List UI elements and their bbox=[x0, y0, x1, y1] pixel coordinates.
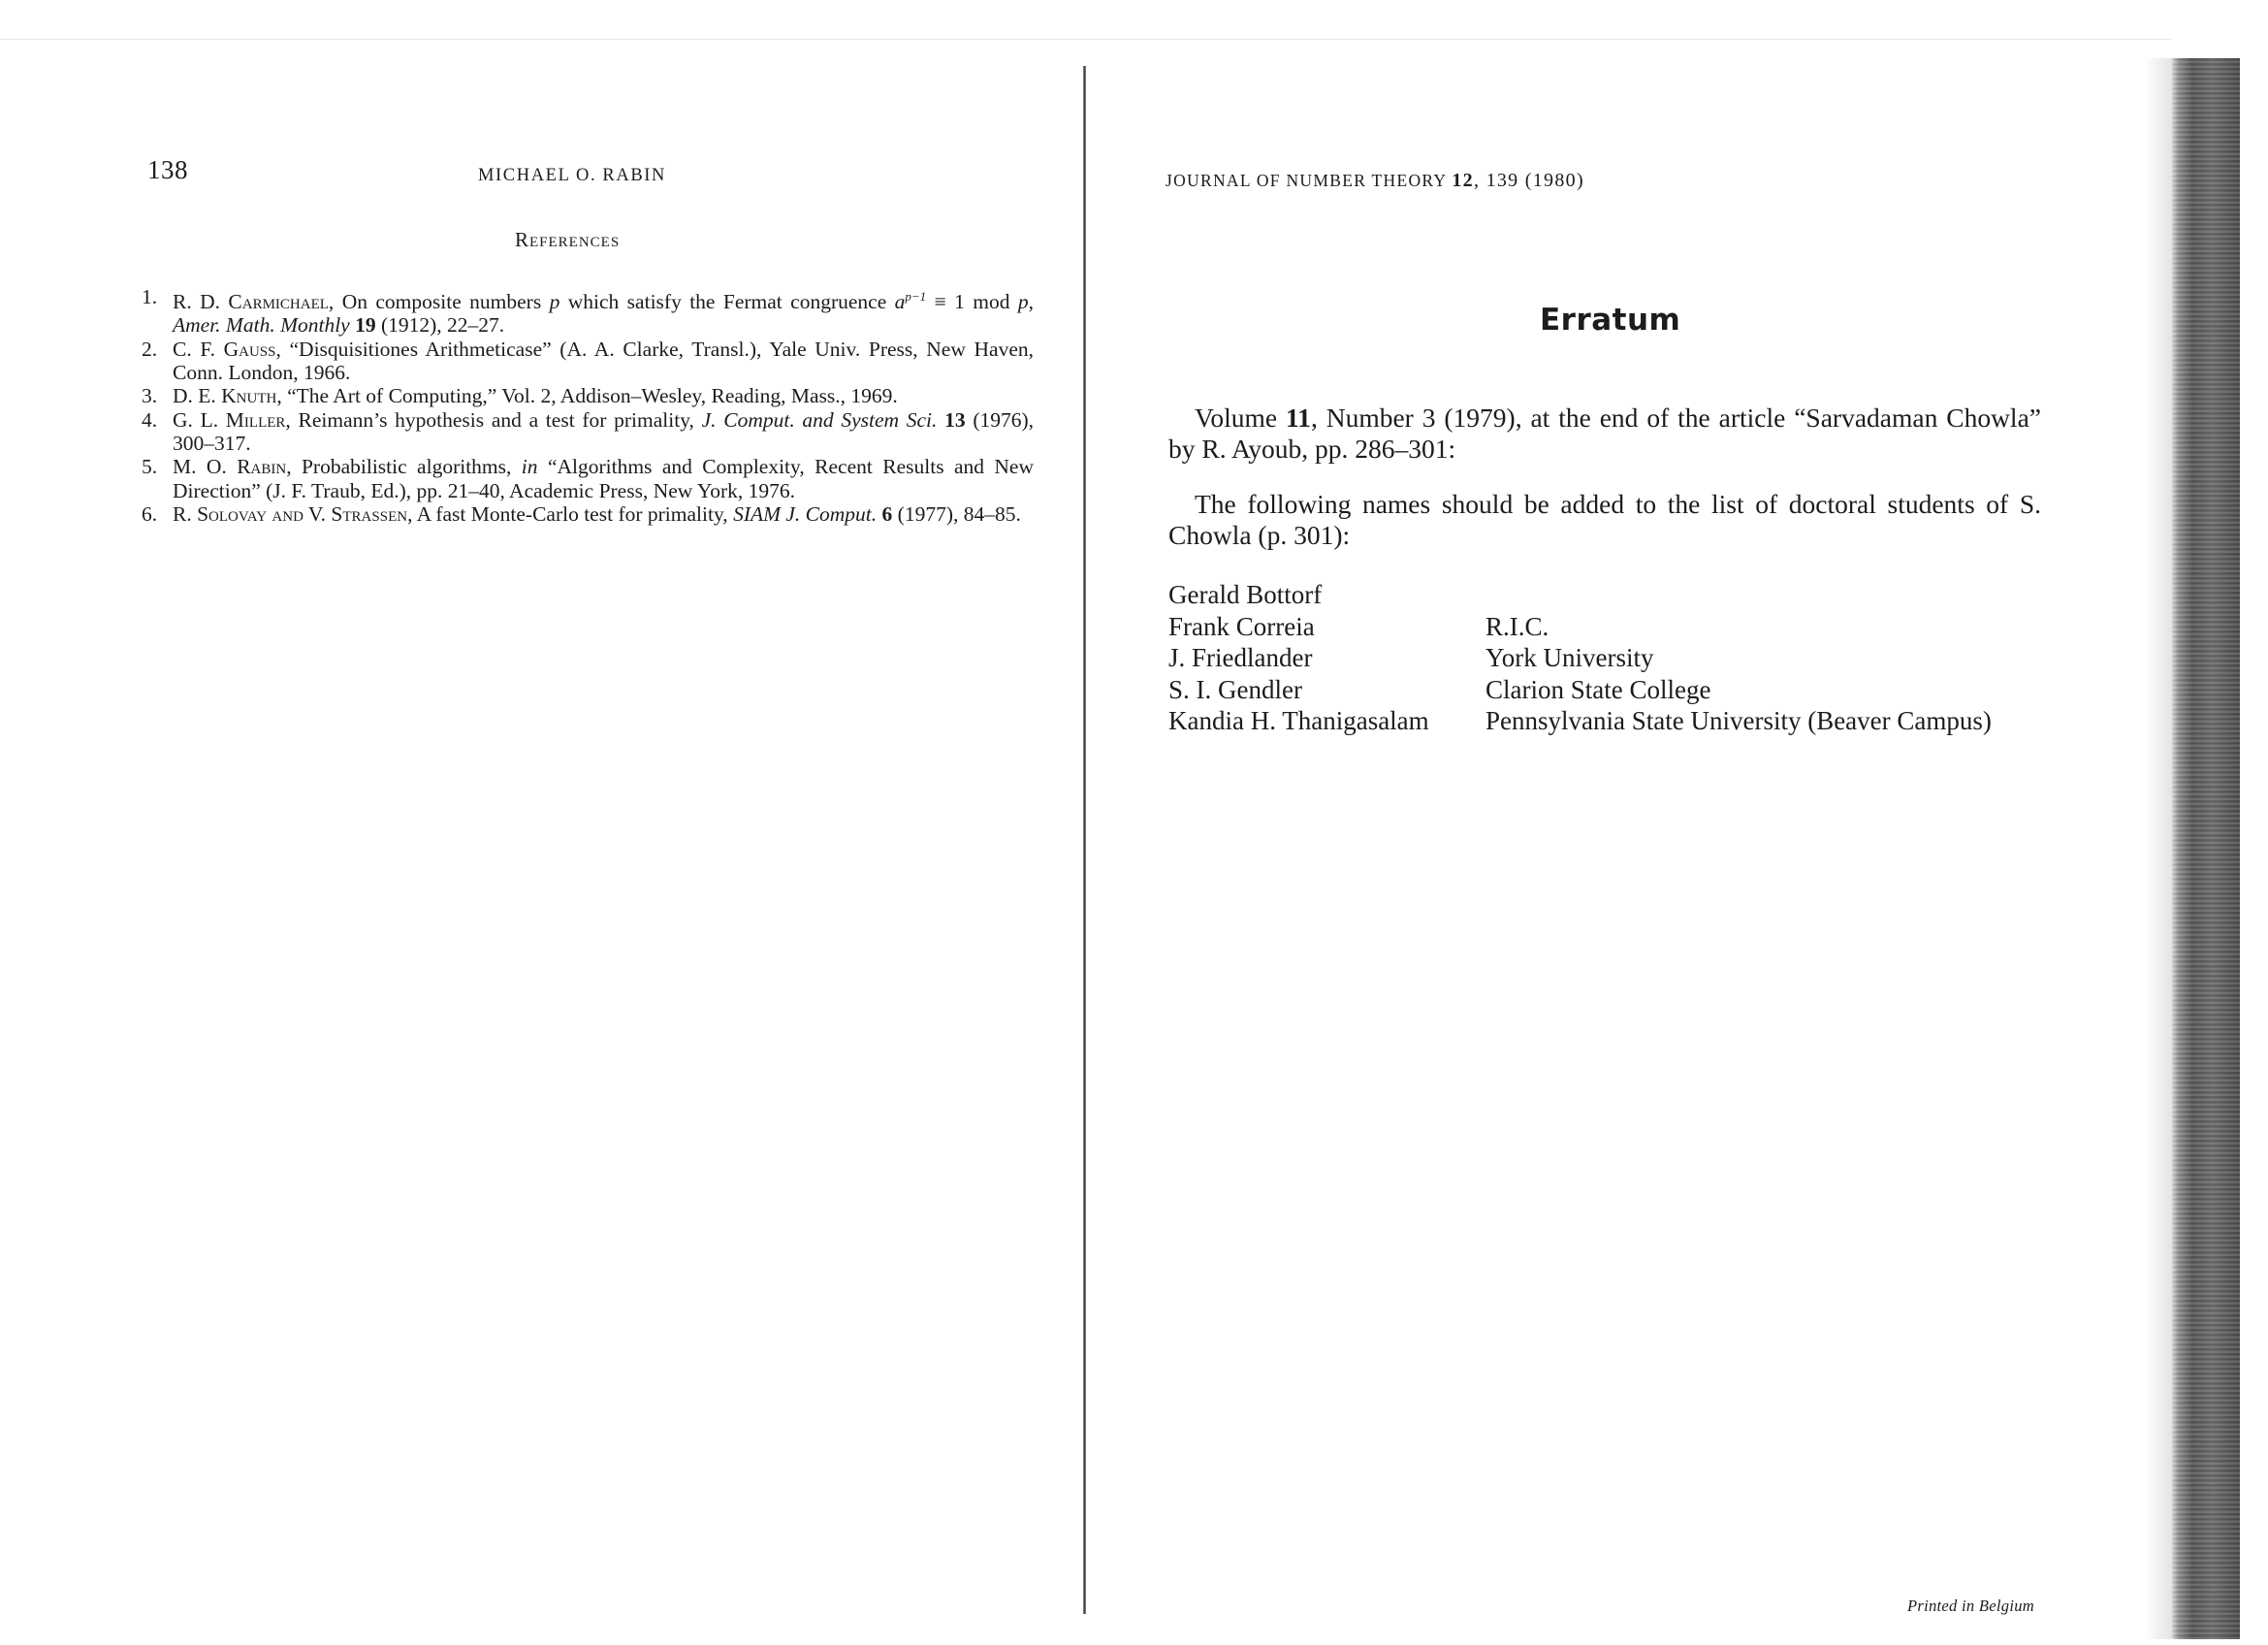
reference-volume: 13 bbox=[944, 407, 966, 432]
student-row bbox=[1168, 642, 1992, 674]
student-list bbox=[1168, 579, 1992, 737]
student-institution: York University bbox=[1485, 643, 1654, 672]
reference-math: p bbox=[549, 290, 560, 314]
printer-note: Printed in Belgium bbox=[1907, 1597, 2034, 1615]
reference-author: M. O. Rabin bbox=[173, 455, 287, 479]
reference-author: G. L. Miller bbox=[173, 407, 286, 432]
reference-volume: 6 bbox=[881, 501, 893, 526]
reference-number: 3. bbox=[142, 384, 158, 408]
book-spine-divider bbox=[1083, 66, 1086, 1614]
reference-author: R. D. Carmichael bbox=[173, 290, 329, 314]
journal-name: JOURNAL OF NUMBER THEORY bbox=[1166, 171, 1447, 190]
scan-edge bbox=[2172, 58, 2240, 1639]
journal-header bbox=[1166, 170, 1584, 192]
reference-item bbox=[142, 285, 1034, 338]
reference-number: 2. bbox=[142, 337, 158, 361]
reference-number: 5. bbox=[142, 455, 158, 479]
reference-author: C. F. Gauss bbox=[173, 337, 276, 361]
reference-number: 4. bbox=[142, 407, 158, 432]
left-page bbox=[0, 0, 1084, 1645]
page-number: 138 bbox=[147, 155, 188, 184]
reference-text: (1976), 300–317. bbox=[173, 407, 1035, 455]
reference-text: (1912), 22–27. bbox=[375, 313, 505, 338]
right-page bbox=[1088, 0, 2150, 1645]
student-name: J. Friedlander bbox=[1168, 643, 1313, 672]
student-row bbox=[1168, 705, 1992, 737]
reference-italic-in: in bbox=[521, 455, 538, 479]
reference-text: , “Disquisitiones Arithmeticase” (A. A. Clarke, Transl.), Yale Univ. Press, New Haven, Conn. London, 1966. bbox=[173, 337, 1034, 385]
reference-text: , Probabilistic algorithms, bbox=[286, 455, 522, 479]
reference-formula-exponent: p−1 bbox=[905, 289, 927, 304]
reference-author: D. E. Knuth bbox=[173, 384, 277, 408]
journal-volume: 12 bbox=[1452, 170, 1474, 191]
reference-journal: J. Comput. and System Sci. bbox=[701, 407, 938, 432]
reference-item bbox=[142, 338, 1034, 385]
student-name: Frank Correia bbox=[1168, 611, 1315, 641]
reference-item bbox=[142, 408, 1034, 456]
reference-journal: Amer. Math. Monthly bbox=[173, 313, 350, 338]
scan-shadow bbox=[2145, 58, 2174, 1639]
paragraph-text: Volume bbox=[1195, 403, 1286, 433]
volume-number: 11 bbox=[1285, 403, 1311, 433]
reference-text: , Reimann’s hypothesis and a test for primality, bbox=[285, 407, 702, 432]
reference-math: p bbox=[1017, 290, 1029, 314]
references-heading: References bbox=[515, 228, 621, 251]
student-institution: Clarion State College bbox=[1485, 674, 1711, 704]
reference-text: , A fast Monte-Carlo test for primality, bbox=[407, 501, 734, 526]
reference-text: ≡ 1 mod bbox=[926, 290, 1018, 314]
reference-text: , “The Art of Computing,” Vol. 2, Addison–Wesley, Reading, Mass., 1969. bbox=[276, 384, 898, 408]
reference-item bbox=[142, 455, 1034, 502]
reference-number: 6. bbox=[142, 501, 158, 526]
reference-item bbox=[142, 502, 1034, 526]
reference-text: (1977), 84–85. bbox=[892, 501, 1021, 526]
reference-text: , On composite numbers bbox=[328, 290, 550, 314]
reference-item bbox=[142, 384, 1034, 407]
student-row bbox=[1168, 611, 1992, 643]
erratum-paragraph bbox=[1168, 489, 2041, 551]
erratum-paragraph bbox=[1168, 403, 2041, 465]
reference-journal: SIAM J. Comput. bbox=[733, 501, 878, 526]
student-institution bbox=[1485, 579, 1992, 611]
student-name: S. I. Gendler bbox=[1168, 674, 1302, 704]
reference-volume: 19 bbox=[355, 313, 376, 338]
student-name: Kandia H. Thanigasalam bbox=[1168, 706, 1429, 735]
journal-issue-info: , 139 (1980) bbox=[1473, 170, 1584, 191]
student-row bbox=[1168, 579, 1992, 611]
student-row bbox=[1168, 674, 1992, 706]
student-name: Gerald Bottorf bbox=[1168, 580, 1323, 609]
student-institution: R.I.C. bbox=[1485, 611, 1549, 641]
reference-text: , bbox=[1028, 290, 1035, 314]
reference-author: R. Solovay and V. Strassen bbox=[173, 501, 408, 526]
erratum-title: Erratum bbox=[1540, 303, 1681, 338]
reference-text: “Algorithms and Complexity, Recent Results and New Direction” (J. F. Traub, Ed.), pp. 21–40, Academic Press, New York, 1976. bbox=[173, 455, 1034, 502]
student-institution: Pennsylvania State University (Beaver Campus) bbox=[1485, 706, 1992, 735]
reference-list bbox=[142, 285, 1034, 526]
reference-text: which satisfy the Fermat congruence bbox=[559, 290, 895, 314]
reference-number: 1. bbox=[142, 285, 158, 308]
paragraph-text: , Number 3 (1979), at the end of the article “Sarvadaman Chowla” by R. Ayoub, pp. 286–301: bbox=[1168, 403, 2041, 464]
running-head: MICHAEL O. RABIN bbox=[478, 166, 666, 185]
reference-formula: a bbox=[894, 290, 906, 314]
paragraph-text: The following names should be added to the list of doctoral students of S. Chowla (p. 301): bbox=[1168, 489, 2041, 550]
